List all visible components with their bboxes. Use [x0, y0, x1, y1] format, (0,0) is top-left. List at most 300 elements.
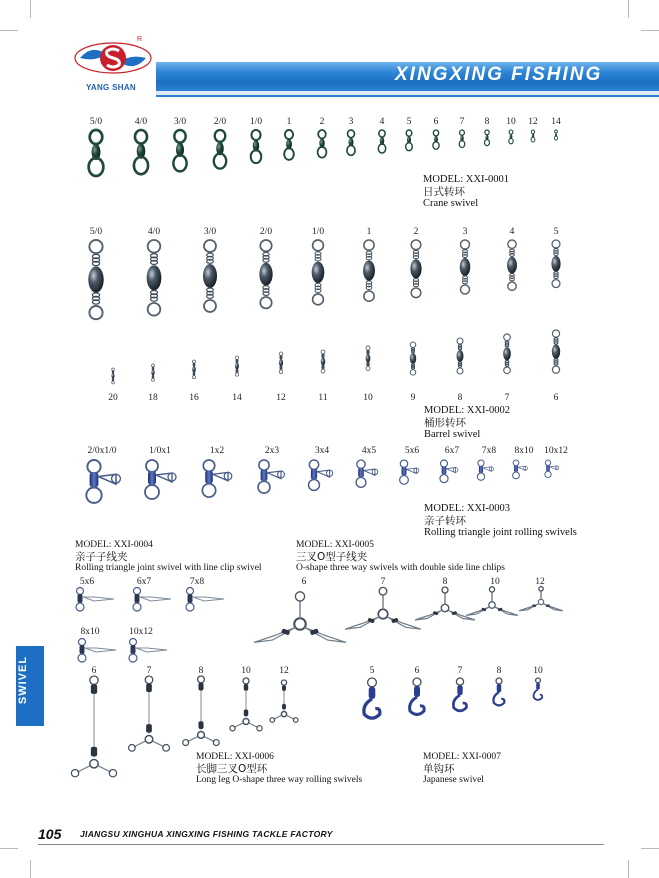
barrel-body: [551, 256, 560, 272]
longleg-center-ring: [145, 736, 153, 744]
size-label: 1/0: [311, 227, 325, 237]
size-label: 2/0x1/0: [87, 446, 117, 456]
triangle-barrel: [546, 465, 550, 471]
size-label: 3/0: [203, 227, 217, 237]
crane-model: MODEL: XXI-0001: [423, 174, 510, 185]
barrel-wire-coil: [112, 372, 113, 373]
size-label: 3: [462, 227, 468, 237]
barrel-wire-coil: [458, 348, 461, 350]
triangle-bottom-ring: [477, 473, 484, 480]
size-label: 8: [457, 393, 463, 403]
size-label: 3x4: [314, 446, 330, 456]
japanese-barrel: [414, 686, 420, 697]
barrel-wire-coil: [510, 254, 515, 257]
size-label: 6x7: [136, 577, 152, 587]
longleg-barrel: [198, 683, 203, 691]
barrel-top-ring: [112, 368, 115, 371]
longleg-barrel: [244, 710, 249, 717]
longleg-model-block: [196, 752, 362, 787]
triangle-top-ring: [357, 460, 365, 468]
barrel-bottom-ring: [552, 280, 560, 288]
barrel-model-block: [424, 405, 510, 441]
barrel-wire-coil: [92, 261, 99, 265]
japanese-model: MODEL: XXI-0007: [423, 752, 501, 762]
size-label: 5/0: [89, 117, 103, 127]
size-label: 11: [318, 393, 328, 403]
size-label: 10: [241, 666, 251, 676]
size-label: 4/0: [147, 227, 161, 237]
oshape-snap-right: [495, 607, 518, 615]
crane-top-ring: [318, 130, 326, 138]
longleg-end-ring: [71, 769, 78, 776]
barrel-top-ring: [321, 350, 325, 354]
oshape-snap-right: [305, 627, 346, 642]
crane-top-ring: [135, 130, 147, 143]
oshape-name-cn: 三叉O型子线夹: [296, 550, 368, 563]
logo-text: YANG SHAN: [86, 83, 136, 92]
clip-model: MODEL: XXI-0004: [75, 540, 153, 550]
barrel-body: [312, 262, 325, 284]
barrel-wire-coil: [510, 278, 515, 281]
barrel-wire-coil: [207, 259, 214, 263]
crane-top-ring: [251, 130, 260, 140]
size-label: 18: [148, 393, 158, 403]
longleg-arm: [77, 766, 90, 772]
size-label: 1x2: [209, 446, 225, 456]
barrel-top-ring: [364, 240, 374, 250]
oshape-ring: [442, 587, 448, 593]
barrel-top-ring: [89, 240, 102, 253]
longleg-barrel: [91, 684, 97, 693]
clip-ring: [129, 654, 137, 662]
barrel-top-ring: [410, 342, 416, 348]
triangle-bottom-ring: [86, 488, 101, 503]
triangle-name-cn: 亲子转环: [424, 515, 466, 527]
size-label: 14: [551, 117, 561, 127]
oshape-snap-left: [345, 617, 379, 629]
barrel-body: [507, 257, 517, 274]
clip-ring: [130, 639, 137, 646]
barrel-wire-coil: [152, 377, 154, 378]
size-label: 8: [496, 666, 502, 676]
size-label: 2/0: [213, 117, 227, 127]
size-label: 10: [490, 577, 500, 587]
crane-top-ring: [460, 130, 465, 135]
barrel-wire-coil: [193, 365, 195, 366]
japanese-hook: [410, 697, 425, 715]
oshape-center-ring: [489, 602, 496, 609]
barrel-bottom-ring: [192, 376, 195, 379]
barrel-body: [552, 344, 560, 358]
barrel-body: [151, 370, 154, 376]
barrel-model: MODEL: XXI-0002: [424, 405, 511, 416]
barrel-top-ring: [204, 240, 216, 252]
clip-name-cn: 亲子子线夹: [75, 550, 128, 563]
longleg-arm: [187, 737, 197, 742]
barrel-wire-coil: [505, 364, 509, 366]
barrel-body: [503, 347, 511, 360]
brand-title: XINGXING FISHING: [395, 64, 603, 85]
triangle-top-ring: [87, 460, 100, 473]
barrel-body: [366, 354, 371, 362]
barrel-body: [192, 366, 196, 372]
size-label: 8: [198, 666, 204, 676]
japanese-model-block: [423, 752, 501, 787]
longleg-barrel: [146, 684, 152, 693]
barrel-wire-coil: [411, 351, 414, 353]
longleg-barrel: [282, 685, 286, 691]
barrel-wire-coil: [263, 292, 269, 296]
triangle-top-ring: [146, 460, 158, 472]
longleg-top-ring: [90, 676, 98, 684]
size-label: 5x6: [79, 577, 95, 587]
longleg-barrel: [282, 704, 286, 710]
barrel-bottom-ring: [152, 378, 155, 381]
barrel-top-ring: [552, 240, 560, 248]
size-label: 9: [410, 393, 416, 403]
barrel-wire-coil: [413, 284, 418, 287]
crane-bottom-loop: [531, 137, 535, 142]
barrel-wire-coil: [263, 259, 269, 263]
barrel-body: [457, 350, 464, 362]
oshape-ring: [295, 592, 304, 601]
size-label: 6: [414, 666, 420, 676]
barrel-bottom-ring: [504, 367, 511, 374]
size-label: 5: [369, 666, 375, 676]
barrel-bottom-ring: [461, 285, 470, 294]
barrel-top-ring: [504, 334, 511, 341]
barrel-wire-coil: [207, 294, 214, 298]
clip-ring: [186, 603, 194, 611]
crane-top-ring: [174, 130, 185, 143]
japanese-top-ring: [368, 678, 377, 687]
size-label: 10: [533, 666, 543, 676]
barrel-bottom-ring: [508, 282, 516, 290]
size-label: 5x6: [404, 446, 420, 456]
size-label: 14: [232, 393, 242, 403]
size-label: 4/0: [134, 117, 148, 127]
crane-bottom-loop: [347, 145, 355, 155]
japanese-barrel: [369, 687, 376, 699]
clip-swivel-group: [76, 588, 224, 663]
barrel-top-ring: [235, 356, 238, 359]
crane-top-ring: [485, 130, 489, 135]
barrel-wire-coil: [366, 257, 372, 260]
barrel-swivel-group: [88, 240, 560, 384]
barrel-wire-coil: [463, 281, 468, 284]
oshape-snap-right: [387, 617, 421, 629]
size-label: 10: [506, 117, 516, 127]
clip-name-en: Rolling triangle joint swivel with line clip swivel: [75, 563, 262, 573]
barrel-wire-coil: [92, 300, 99, 304]
japanese-top-ring: [496, 678, 502, 684]
barrel-body: [279, 359, 283, 366]
japanese-name-cn: 单钩环: [423, 762, 455, 775]
triangle-top-ring: [545, 460, 550, 465]
size-label: 6: [301, 577, 307, 587]
crane-bottom-loop: [509, 138, 513, 143]
triangle-bottom-ring: [202, 484, 215, 497]
longleg-name-cn: 长脚三叉O型环: [196, 762, 268, 775]
barrel-wire-coil: [151, 297, 158, 301]
size-label: 7: [457, 666, 463, 676]
barrel-wire-coil: [411, 367, 414, 369]
page-number: 105: [38, 826, 62, 842]
triangle-barrel: [442, 466, 447, 474]
size-label: 1/0: [249, 117, 263, 127]
triangle-name-en: Rolling triangle joint rolling swivels: [424, 527, 577, 538]
crane-top-ring: [406, 130, 412, 136]
clip-snap: [136, 648, 167, 652]
triangle-top-ring: [400, 460, 407, 467]
barrel-wire-coil: [458, 365, 461, 367]
clip-snap: [140, 597, 171, 601]
clip-ring: [79, 639, 86, 646]
longleg-end-ring: [293, 718, 298, 723]
size-label: 1: [366, 227, 372, 237]
barrel-body: [203, 264, 217, 288]
crane-bottom-loop: [485, 140, 490, 146]
clip-model-block: [75, 540, 262, 575]
longleg-barrel: [146, 724, 152, 733]
triangle-bottom-ring: [440, 475, 448, 483]
barrel-bottom-ring: [457, 368, 463, 374]
longleg-top-ring: [281, 680, 286, 685]
oshape-swivel-group: [254, 587, 563, 643]
size-label: 20: [108, 393, 118, 403]
size-label: 3: [348, 117, 354, 127]
size-label: 2: [319, 117, 325, 127]
size-label: 7: [380, 577, 386, 587]
triangle-bottom-ring: [145, 485, 159, 499]
triangle-bottom-ring: [545, 471, 551, 477]
clip-barrel: [188, 594, 193, 603]
oshape-snap-right: [543, 604, 563, 611]
size-label: 6: [91, 666, 97, 676]
barrel-top-ring: [552, 330, 559, 337]
company-name: JIANGSU XINGHUA XINGXING FISHING TACKLE FACTORY: [80, 829, 333, 839]
footer-rule: [38, 844, 604, 845]
triangle-top-ring: [478, 460, 484, 466]
oshape-snap-left: [466, 607, 489, 615]
longleg-top-ring: [145, 676, 153, 684]
longleg-center-ring: [281, 712, 286, 717]
size-label: 7x8: [189, 577, 205, 587]
oshape-ring: [539, 587, 543, 591]
barrel-wire-coil: [505, 345, 509, 347]
barrel-top-ring: [152, 364, 155, 367]
size-label: 12: [528, 117, 538, 127]
longleg-arm: [153, 741, 164, 747]
longleg-end-ring: [109, 769, 116, 776]
triangle-bottom-ring: [513, 472, 520, 479]
clip-ring: [78, 654, 86, 662]
triangle-top-ring: [441, 460, 448, 467]
triangle-bottom-ring: [258, 481, 270, 493]
size-label: 1: [286, 117, 292, 127]
oshape-snap-left: [254, 627, 295, 642]
barrel-name-en: Barrel swivel: [424, 429, 481, 440]
section-side-label: SWIVEL: [17, 655, 29, 705]
size-label: 10: [363, 393, 373, 403]
barrel-wire-coil: [366, 286, 372, 289]
crane-bottom-loop: [433, 142, 439, 150]
crane-bottom-loop: [251, 150, 262, 163]
size-label: 7: [504, 393, 510, 403]
triangle-bottom-ring: [400, 476, 409, 485]
registered-mark: R: [137, 36, 143, 43]
triangle-bottom-ring: [356, 478, 366, 488]
size-label: 5: [553, 227, 559, 237]
barrel-top-ring: [260, 240, 271, 251]
oshape-center-ring: [538, 599, 544, 605]
barrel-bottom-ring: [112, 381, 115, 384]
oshape-center-ring: [294, 618, 306, 630]
longleg-barrel: [244, 684, 249, 691]
barrel-bottom-ring: [235, 373, 238, 376]
triangle-barrel: [402, 467, 407, 476]
barrel-bottom-ring: [279, 370, 283, 374]
triangle-barrel: [261, 469, 268, 481]
japanese-name-en: Japanese swivel: [423, 775, 484, 785]
barrel-top-ring: [457, 338, 463, 344]
barrel-top-ring: [279, 352, 283, 356]
japanese-top-ring: [413, 678, 421, 686]
barrel-name-cn: 桶形转环: [424, 417, 466, 429]
longleg-top-ring: [198, 676, 205, 683]
japanese-hook: [493, 692, 504, 705]
triangle-barrel: [479, 466, 483, 473]
barrel-bottom-ring: [89, 306, 102, 319]
oshape-ring: [489, 587, 494, 592]
barrel-top-ring: [192, 360, 195, 363]
barrel-wire-coil: [315, 289, 321, 292]
japanese-barrel: [536, 683, 540, 690]
crane-swivel-group: [89, 130, 558, 176]
triangle-barrel: [205, 470, 213, 483]
longleg-end-ring: [183, 740, 189, 746]
japanese-barrel: [497, 684, 502, 692]
size-label: 6x7: [444, 446, 460, 456]
barrel-body: [410, 353, 416, 364]
size-label: 5: [406, 117, 412, 127]
oshape-center-ring: [378, 609, 388, 619]
crane-top-ring: [379, 130, 385, 137]
barrel-body: [235, 363, 239, 370]
triangle-top-ring: [309, 460, 318, 469]
size-label: 3/0: [173, 117, 187, 127]
size-label: 7x8: [481, 446, 497, 456]
clip-ring: [187, 588, 194, 595]
barrel-bottom-ring: [204, 300, 216, 312]
clip-snap: [193, 597, 224, 601]
longleg-barrel: [198, 721, 203, 729]
barrel-bottom-ring: [410, 370, 416, 376]
barrel-bottom-ring: [321, 369, 325, 373]
clip-ring: [134, 588, 141, 595]
triangle-top-ring: [513, 460, 519, 466]
size-label: 12: [276, 393, 286, 403]
oshape-model-block: [296, 540, 505, 575]
oshape-snap-left: [415, 610, 442, 620]
triangle-barrel: [148, 471, 156, 485]
barrel-body: [88, 266, 103, 292]
size-label: 7: [146, 666, 152, 676]
crane-bottom-loop: [173, 155, 186, 171]
clip-ring: [76, 603, 84, 611]
crane-bottom-loop: [459, 141, 465, 148]
size-label: 2: [413, 227, 419, 237]
barrel-wire-coil: [152, 369, 154, 370]
barrel-body: [111, 373, 114, 378]
crane-top-ring: [348, 130, 355, 138]
longleg-end-ring: [213, 740, 219, 746]
clip-barrel: [80, 645, 85, 654]
size-label: 4: [379, 117, 385, 127]
crane-bottom-loop: [284, 148, 294, 160]
japanese-top-ring: [536, 678, 541, 683]
size-label: 16: [189, 393, 199, 403]
size-label: 12: [535, 577, 545, 587]
oshape-model: MODEL: XXI-0005: [296, 540, 374, 550]
longleg-center-ring: [198, 732, 205, 739]
barrel-wire-coil: [112, 380, 113, 381]
triangle-top-ring: [259, 460, 269, 470]
japanese-swivel-group: [364, 678, 542, 718]
size-label: 8x10: [514, 446, 534, 456]
barrel-body: [321, 358, 325, 366]
oshape-center-ring: [441, 604, 449, 612]
crane-name-cn: 日式转环: [423, 186, 465, 198]
barrel-body: [410, 259, 421, 278]
clip-barrel: [131, 645, 136, 654]
crane-top-ring: [555, 130, 558, 133]
barrel-wire-coil: [554, 253, 558, 256]
barrel-bottom-ring: [552, 366, 559, 373]
triangle-bottom-ring: [309, 480, 320, 491]
japanese-top-ring: [456, 678, 463, 685]
clip-ring: [77, 588, 84, 595]
clip-snap: [83, 597, 114, 601]
size-label: 4x5: [361, 446, 377, 456]
barrel-top-ring: [366, 346, 370, 350]
triangle-barrel: [311, 469, 317, 480]
size-label: 8: [442, 577, 448, 587]
crane-bottom-loop: [214, 154, 226, 169]
barrel-wire-coil: [151, 260, 158, 264]
barrel-wire-coil: [554, 342, 558, 344]
triangle-model-block: [424, 503, 577, 539]
japanese-hook: [364, 699, 380, 718]
size-label: 7: [459, 117, 465, 127]
longleg-arm: [134, 741, 145, 747]
size-label: 4: [509, 227, 515, 237]
crane-top-ring: [285, 130, 293, 139]
barrel-body: [259, 263, 272, 286]
barrel-bottom-ring: [366, 366, 370, 370]
barrel-body: [147, 265, 162, 290]
oshape-ring: [379, 587, 387, 595]
size-label: 2/0: [259, 227, 273, 237]
japanese-hook: [453, 695, 466, 711]
clip-barrel: [78, 594, 83, 603]
barrel-wire-coil: [193, 374, 195, 375]
clip-barrel: [135, 594, 140, 603]
triangle-model: MODEL: XXI-0003: [424, 503, 511, 514]
oshape-snap-left: [519, 604, 539, 611]
barrel-bottom-ring: [260, 297, 271, 308]
crane-top-ring: [90, 130, 103, 144]
